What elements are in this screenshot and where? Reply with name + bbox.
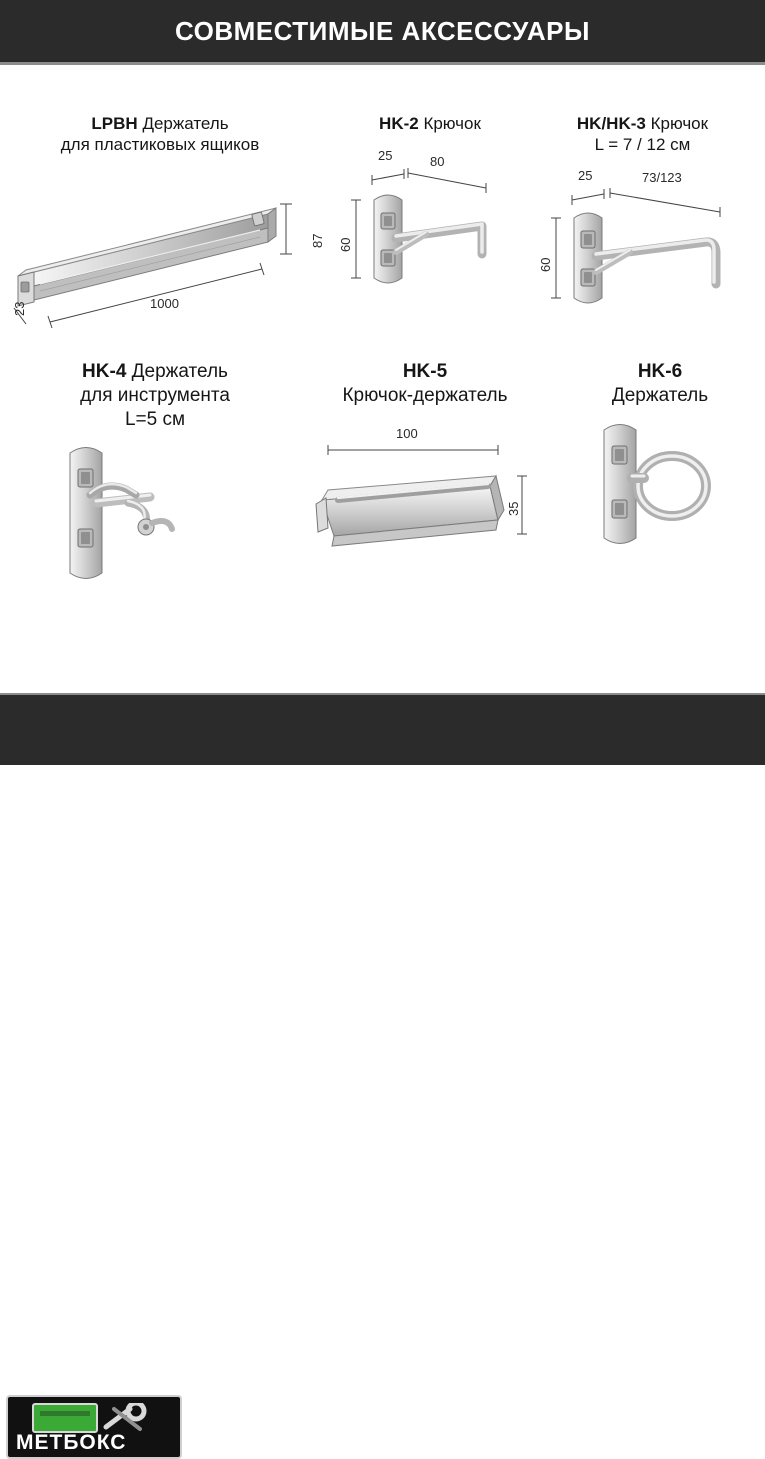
product-drawing-hk4 (10, 431, 300, 606)
product-drawing-lpbh (10, 156, 325, 336)
product-code: HK-4 (82, 361, 127, 382)
product-code: HK-5 (402, 361, 448, 382)
product-card-hk2 (330, 113, 530, 314)
dimension-label: 35 (506, 501, 521, 516)
product-caption (330, 113, 530, 134)
dimension-label: 60 (338, 237, 353, 253)
dimension-label: 100 (396, 425, 418, 441)
page-title: СОВМЕСТИМЫЕ АКСЕССУАРЫ (175, 15, 590, 46)
product-drawing-hk6 (560, 408, 760, 583)
hk4-svg (10, 431, 300, 606)
product-card-hk4 (10, 360, 300, 606)
header-bar (0, 0, 765, 62)
product-drawing-hk5 (300, 408, 550, 583)
hk5-svg (300, 408, 550, 583)
accessories-grid (0, 65, 765, 695)
product-name: Крючок (423, 114, 481, 133)
product-caption (560, 360, 760, 408)
product-length: L=5 см (124, 408, 186, 430)
product-caption (530, 113, 755, 156)
product-subtitle: для инструмента (80, 384, 230, 406)
product-card-hk6 (560, 360, 760, 583)
brand-name: МЕТБОКС (16, 1431, 127, 1454)
product-caption (10, 113, 310, 156)
product-code: HK/HK-3 (576, 114, 646, 133)
dimension-label: 60 (538, 257, 553, 272)
dimension-label: 25 (578, 167, 593, 183)
dimension-label: 23 (12, 301, 27, 316)
product-subtitle: Держатель (611, 384, 709, 406)
product-caption (10, 360, 300, 431)
product-card-hk3 (530, 113, 755, 336)
dimension-label: 73/123 (642, 169, 682, 185)
product-drawing-hk3 (530, 156, 755, 336)
product-card-lpbh (10, 113, 325, 336)
product-name: Крючок (650, 114, 709, 133)
product-subtitle: для пластиковых ящиков (60, 135, 260, 155)
product-drawing-hk2 (330, 134, 530, 314)
product-subtitle: L = 7 / 12 см (594, 135, 691, 155)
product-name: Держатель (142, 114, 229, 133)
toolbox-icon (32, 1403, 98, 1433)
dimension-label: 80 (430, 154, 445, 170)
product-caption (300, 360, 550, 408)
product-card-hk5 (300, 360, 550, 583)
product-code: LPBH (91, 114, 138, 133)
dimension-label: 25 (378, 148, 393, 164)
product-name: Держатель (131, 361, 228, 382)
dimension-label: 87 (310, 233, 325, 248)
product-code: HK-2 (379, 114, 419, 133)
wrench-icon (100, 1403, 152, 1433)
product-code: HK-6 (637, 361, 683, 382)
dimension-label: 1000 (150, 295, 179, 311)
hk6-svg (560, 408, 760, 583)
footer-bar (0, 695, 765, 1454)
brand-logo (6, 1395, 182, 1459)
product-subtitle: Крючок-держатель (342, 384, 508, 406)
